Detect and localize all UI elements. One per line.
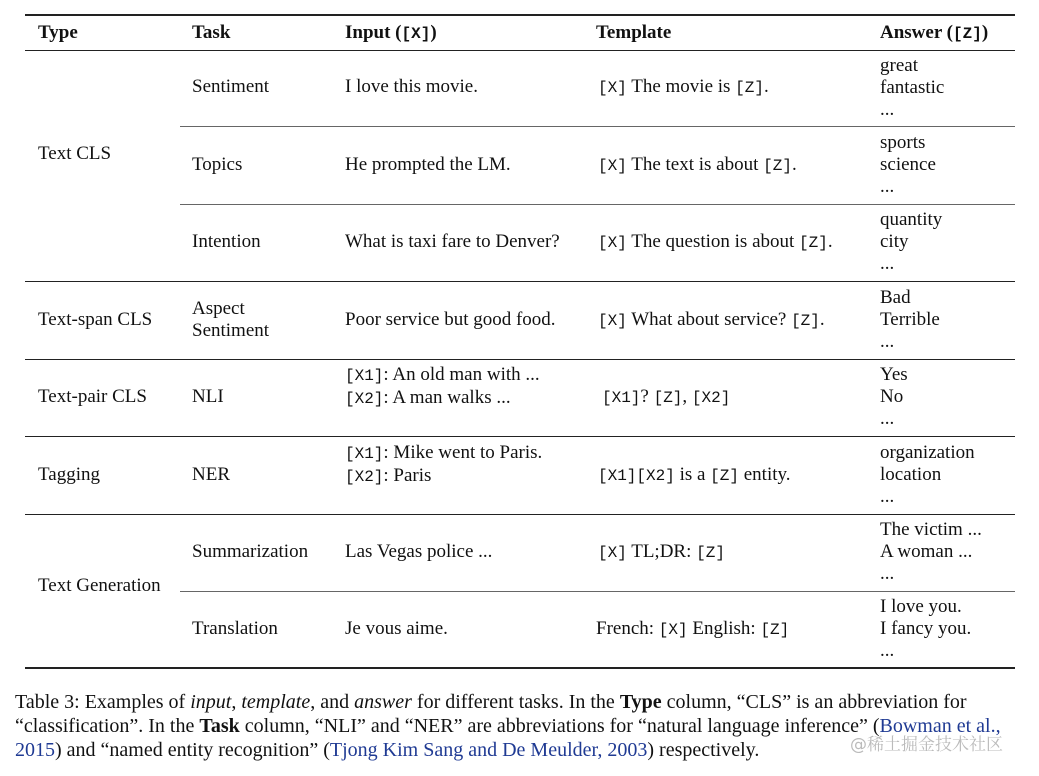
- task-cell: Topics: [192, 154, 243, 175]
- task-cell: NER: [192, 464, 230, 485]
- template-cell: [X1]? [Z], [X2]: [602, 386, 731, 407]
- type-text-cls: Text CLS: [38, 143, 112, 164]
- task-cell: Summarization: [192, 541, 309, 562]
- template-cell: [X] What about service? [Z].: [598, 309, 825, 330]
- input-cell: What is taxi fare to Denver?: [345, 231, 560, 252]
- input-cell: Las Vegas police ...: [345, 541, 493, 562]
- answer-cell: quantity city ...: [880, 209, 943, 274]
- header-input: Input ([X]): [345, 22, 437, 43]
- bottom-rule: [25, 667, 1015, 669]
- input-cell: [X1]: Mike went to Paris. [X2]: Paris: [345, 442, 543, 486]
- task-cell: NLI: [192, 386, 224, 407]
- watermark: @稀土掘金技术社区: [850, 735, 1003, 755]
- input-cell: Je vous aime.: [345, 618, 448, 639]
- answer-cell: Yes No ...: [880, 364, 908, 429]
- template-cell: [X] The movie is [Z].: [598, 76, 769, 97]
- input-cell: I love this movie.: [345, 76, 478, 97]
- row-divider: [180, 204, 1015, 205]
- answer-cell: organization location ...: [880, 442, 975, 507]
- header-task: Task: [192, 22, 231, 43]
- answer-cell: Bad Terrible ...: [880, 287, 940, 352]
- input-cell: [X1]: An old man with ... [X2]: A man walks ...: [345, 364, 540, 408]
- type-text-generation: Text Generation: [38, 575, 161, 596]
- group-divider: [25, 359, 1015, 360]
- citation-link-tjong[interactable]: Tjong Kim Sang and De Meulder, 2003: [329, 739, 648, 761]
- answer-cell: sports science ...: [880, 132, 936, 197]
- template-cell: [X] The text is about [Z].: [598, 154, 797, 175]
- type-tagging: Tagging: [38, 464, 100, 485]
- task-cell: Translation: [192, 618, 278, 639]
- template-cell: [X1][X2] is a [Z] entity.: [598, 464, 791, 485]
- header-rule: [25, 50, 1015, 51]
- group-divider: [25, 514, 1015, 515]
- row-divider: [180, 591, 1015, 592]
- template-cell: French: [X] English: [Z]: [596, 618, 790, 639]
- row-divider: [180, 126, 1015, 127]
- header-answer: Answer ([Z]): [880, 22, 989, 43]
- template-cell: [X] TL;DR: [Z]: [598, 541, 725, 562]
- answer-cell: great fantastic ...: [880, 55, 945, 120]
- task-cell: Intention: [192, 231, 261, 252]
- header-type: Type: [38, 22, 78, 43]
- task-cell: Sentiment: [192, 76, 270, 97]
- type-text-pair-cls: Text-pair CLS: [38, 386, 147, 407]
- citation-link-bowman[interactable]: Bowman et al., 2015: [15, 715, 1001, 761]
- task-cell: Aspect Sentiment: [192, 298, 270, 341]
- input-cell: He prompted the LM.: [345, 154, 511, 175]
- answer-cell: The victim ... A woman ... ...: [880, 519, 982, 584]
- group-divider: [25, 436, 1015, 437]
- input-cell: Poor service but good food.: [345, 309, 556, 330]
- template-cell: [X] The question is about [Z].: [598, 231, 833, 252]
- table-caption: Table 3: Examples of input, template, and answer for different tasks. In the Type column, “CLS” is an abbreviation for “classification”. In the Task column, “NLI” and “NER” are abbreviations for “natural language inference” (Bowman et al., 2015) and “named entity recognition” (Tjong Kim Sang and De Meulder, 2003) respectively.: [15, 691, 1001, 761]
- type-text-span-cls: Text-span CLS: [38, 309, 153, 330]
- top-rule: [25, 14, 1015, 16]
- group-divider: [25, 281, 1015, 282]
- answer-cell: I love you. I fancy you. ...: [880, 596, 972, 661]
- header-template: Template: [596, 22, 672, 43]
